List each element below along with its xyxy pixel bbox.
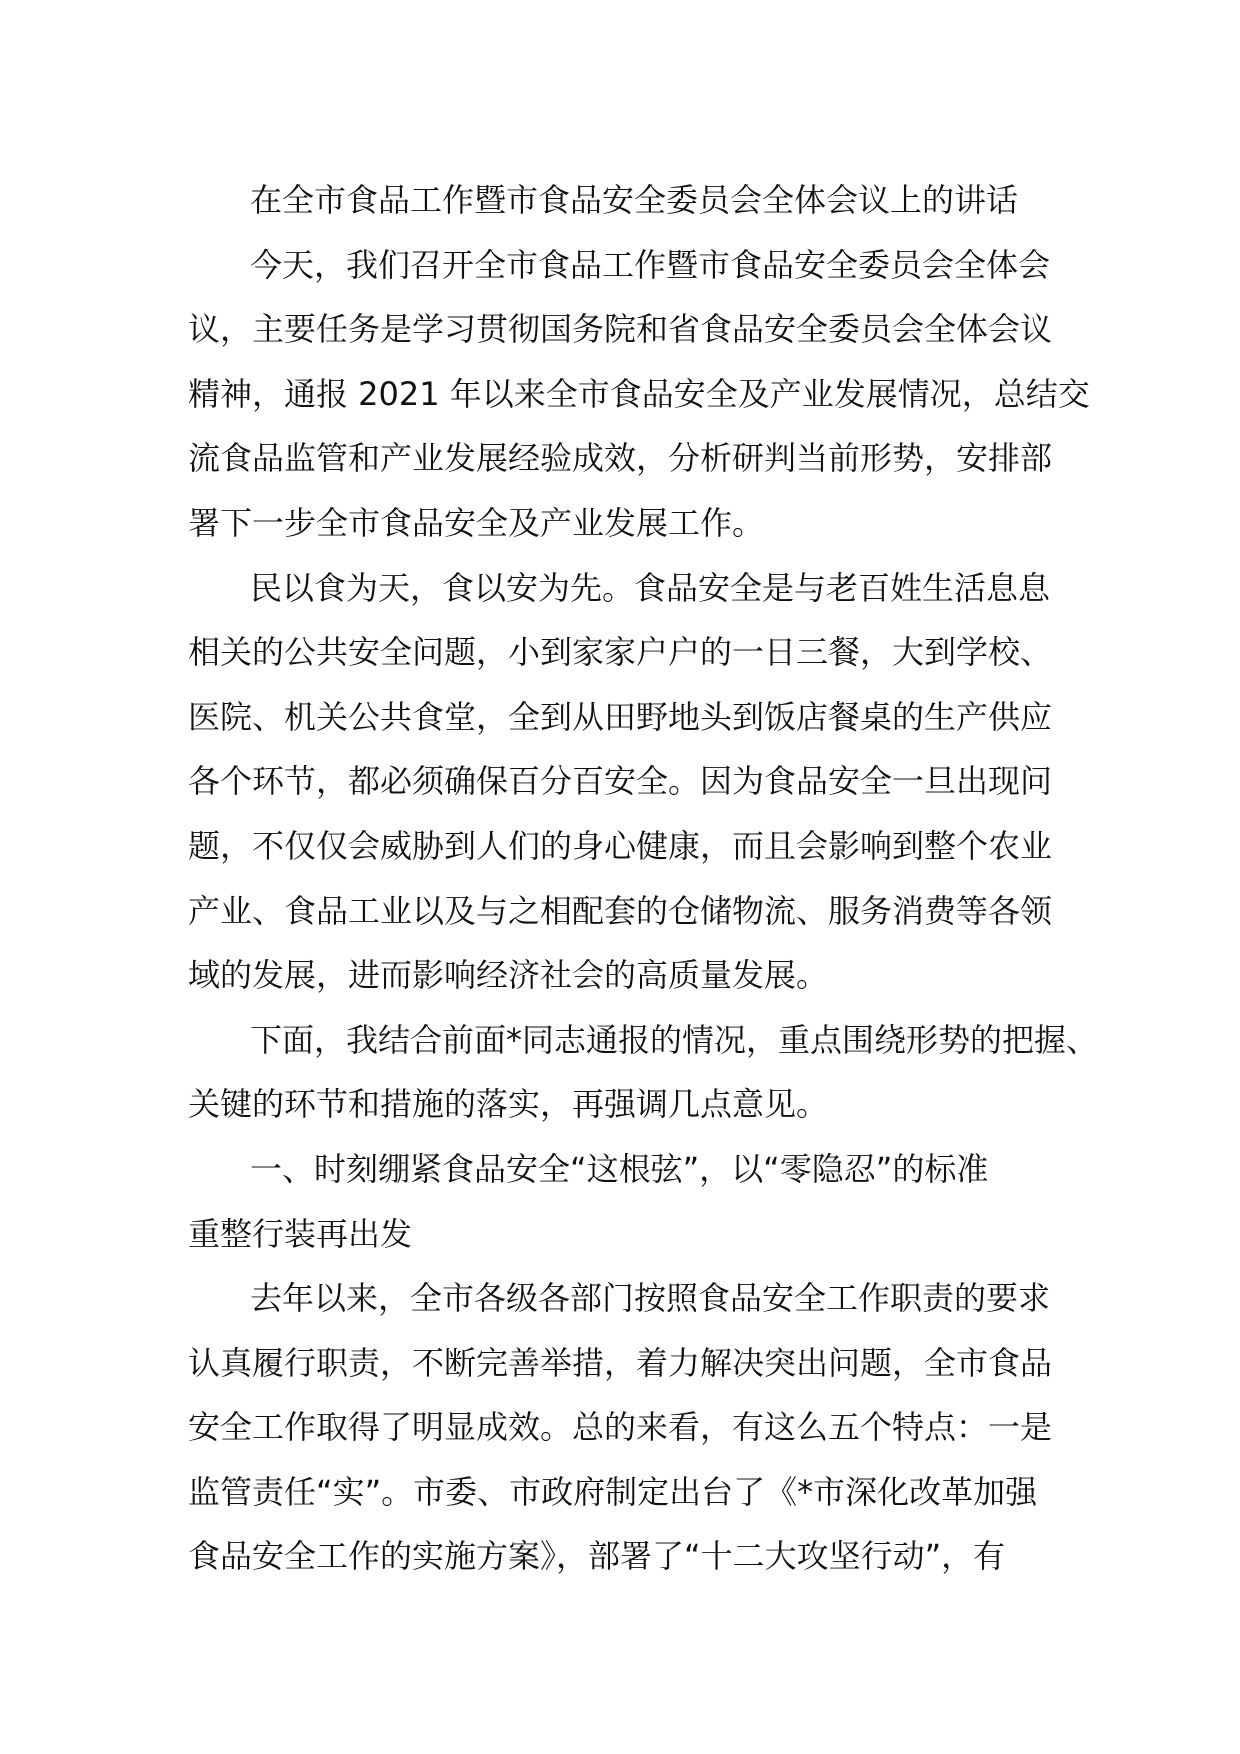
paragraph-line: 今天，我们召开全市食品工作暨市食品安全委员会全体会 xyxy=(250,245,1051,284)
paragraph-line: 下面，我结合前面*同志通报的情况，重点围绕形势的把握、 xyxy=(250,1020,1099,1059)
paragraph-line: 流食品监管和产业发展经验成效，分析研判当前形势，安排部 xyxy=(188,439,1053,478)
paragraph-line: 认真履行职责，不断完善举措，着力解决突出问题，全市食品 xyxy=(188,1343,1053,1382)
paragraph-line: 民以食为天，食以安为先。食品安全是与老百姓生活息息 xyxy=(250,568,1051,607)
paragraph-3 xyxy=(188,1008,1099,1137)
document-title: 在全市食品工作暨市食品安全委员会全体会议上的讲话 xyxy=(250,181,1019,219)
paragraph-line: 题，不仅仅会威胁到人们的身心健康，而且会影响到整个农业 xyxy=(188,826,1053,865)
paragraph-4 xyxy=(188,1266,1068,1589)
paragraph-2 xyxy=(188,556,1068,1008)
paragraph-line: 产业、食品工业以及与之相配套的仓储物流、服务消费等各领 xyxy=(188,891,1053,930)
paragraph-line: 医院、机关公共食堂，全到从田野地头到饭店餐桌的生产供应 xyxy=(188,697,1053,736)
paragraph-line: 监管责任“实”。市委、市政府制定出台了《*市深化改革加强 xyxy=(188,1472,1038,1511)
paragraph-line: 议，主要任务是学习贯彻国务院和省食品安全委员会全体会议 xyxy=(188,310,1053,349)
paragraph-1 xyxy=(188,233,1090,556)
heading-line: 一、时刻绷紧食品安全“这根弦”，以“零隐忍”的标准 xyxy=(250,1149,989,1188)
paragraph-line: 精神，通报 2021 年以来全市食品安全及产业发展情况，总结交 xyxy=(188,374,1090,413)
heading-line: 重整行装再出发 xyxy=(188,1214,413,1253)
paragraph-line: 各个环节，都必须确保百分百安全。因为食品安全一旦出现问 xyxy=(188,762,1053,801)
paragraph-line: 相关的公共安全问题，小到家家户户的一日三餐，大到学校、 xyxy=(188,633,1053,672)
paragraph-line: 关键的环节和措施的落实，再强调几点意见。 xyxy=(188,1085,829,1124)
paragraph-line: 去年以来，全市各级各部门按照食品安全工作职责的要求 xyxy=(250,1279,1051,1318)
paragraph-line: 食品安全工作的实施方案》，部署了“十二大攻坚行动”，有 xyxy=(188,1537,1006,1576)
paragraph-line: 署下一步全市食品安全及产业发展工作。 xyxy=(188,503,765,542)
paragraph-line: 域的发展，进而影响经济社会的高质量发展。 xyxy=(188,956,829,995)
section-heading-1 xyxy=(188,1137,1068,1266)
document-body xyxy=(188,168,1099,1589)
paragraph-line: 安全工作取得了明显成效。总的来看，有这么五个特点：一是 xyxy=(188,1408,1053,1447)
